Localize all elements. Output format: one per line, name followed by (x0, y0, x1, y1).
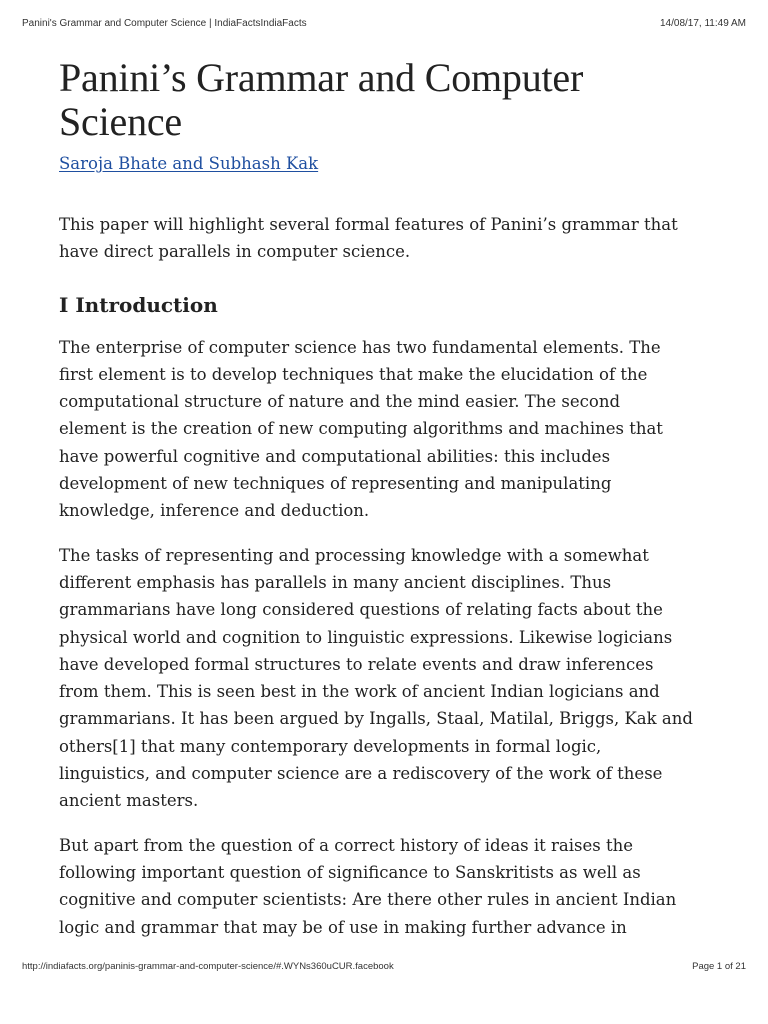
print-datetime: 14/08/17, 11:49 AM (660, 18, 746, 29)
print-footer (22, 961, 746, 975)
print-header (22, 18, 746, 34)
paragraph-line: The tasks of representing and processing knowledge with a somewhat (59, 545, 649, 565)
authors-link[interactable]: Saroja Bhate and Subhash Kak (59, 154, 319, 173)
paragraph-line: logic and grammar that may be of use in making further advance in (59, 917, 627, 937)
paragraph-line: physical world and cognition to linguistic expressions. Likewise logicians (59, 627, 673, 647)
paragraph-line: computational structure of nature and the mind easier. The second (59, 392, 621, 412)
article-title (59, 56, 719, 144)
paragraph-line: This paper will highlight several formal features of Panini’s grammar that (59, 215, 678, 234)
paragraph-line: following important question of significance to Sanskritists as well as (59, 862, 641, 882)
paragraph-line: The enterprise of computer science has two fundamental elements. The (59, 337, 661, 357)
article (59, 56, 719, 941)
paragraph-line: grammarians have long considered questions of relating facts about the (59, 600, 663, 620)
paragraph-line: grammarians. It has been argued by Ingalls, Staal, Matilal, Briggs, Kak and (59, 709, 693, 729)
page-indicator: Page 1 of 21 (692, 961, 746, 972)
paragraph-line: have direct parallels in computer science. (59, 242, 411, 262)
body-paragraph-2 (59, 542, 719, 815)
section-heading: I Introduction (59, 292, 218, 317)
paragraph-line: knowledge, inference and deduction. (59, 501, 370, 521)
paragraph-line: first element is to develop techniques that make the elucidation of the (59, 364, 648, 384)
paragraph-line: ancient masters. (59, 791, 199, 811)
body-paragraph-1 (59, 334, 719, 525)
intro-paragraph (59, 211, 719, 266)
paragraph-line: element is the creation of new computing algorithms and machines that (59, 419, 663, 439)
body-paragraph-3 (59, 832, 719, 941)
paragraph-line: from them. This is seen best in the work of ancient Indian logicians and (59, 682, 660, 702)
paragraph-line: have developed formal structures to relate events and draw inferences (59, 654, 654, 674)
paragraph-line: development of new techniques of representing and manipulating (59, 474, 612, 494)
article-title-line: Panini’s Grammar and Computer (59, 55, 584, 100)
print-page-title: Panini's Grammar and Computer Science | IndiaFactsIndiaFacts (22, 18, 307, 29)
article-title-line: Science (59, 99, 182, 144)
paragraph-line: have powerful cognitive and computational abilities: this includes (59, 446, 611, 466)
paragraph-line: linguistics, and computer science are a rediscovery of the work of these (59, 764, 663, 784)
print-url: http://indiafacts.org/paninis-grammar-and-computer-science/#.WYNs360uCUR.facebook (22, 961, 394, 972)
paragraph-line: others[1] that many contemporary developments in formal logic, (59, 736, 602, 756)
paragraph-line: different emphasis has parallels in many ancient disciplines. Thus (59, 572, 612, 592)
paragraph-line: cognitive and computer scientists: Are there other rules in ancient Indian (59, 890, 677, 910)
paragraph-line: But apart from the question of a correct history of ideas it raises the (59, 835, 633, 855)
